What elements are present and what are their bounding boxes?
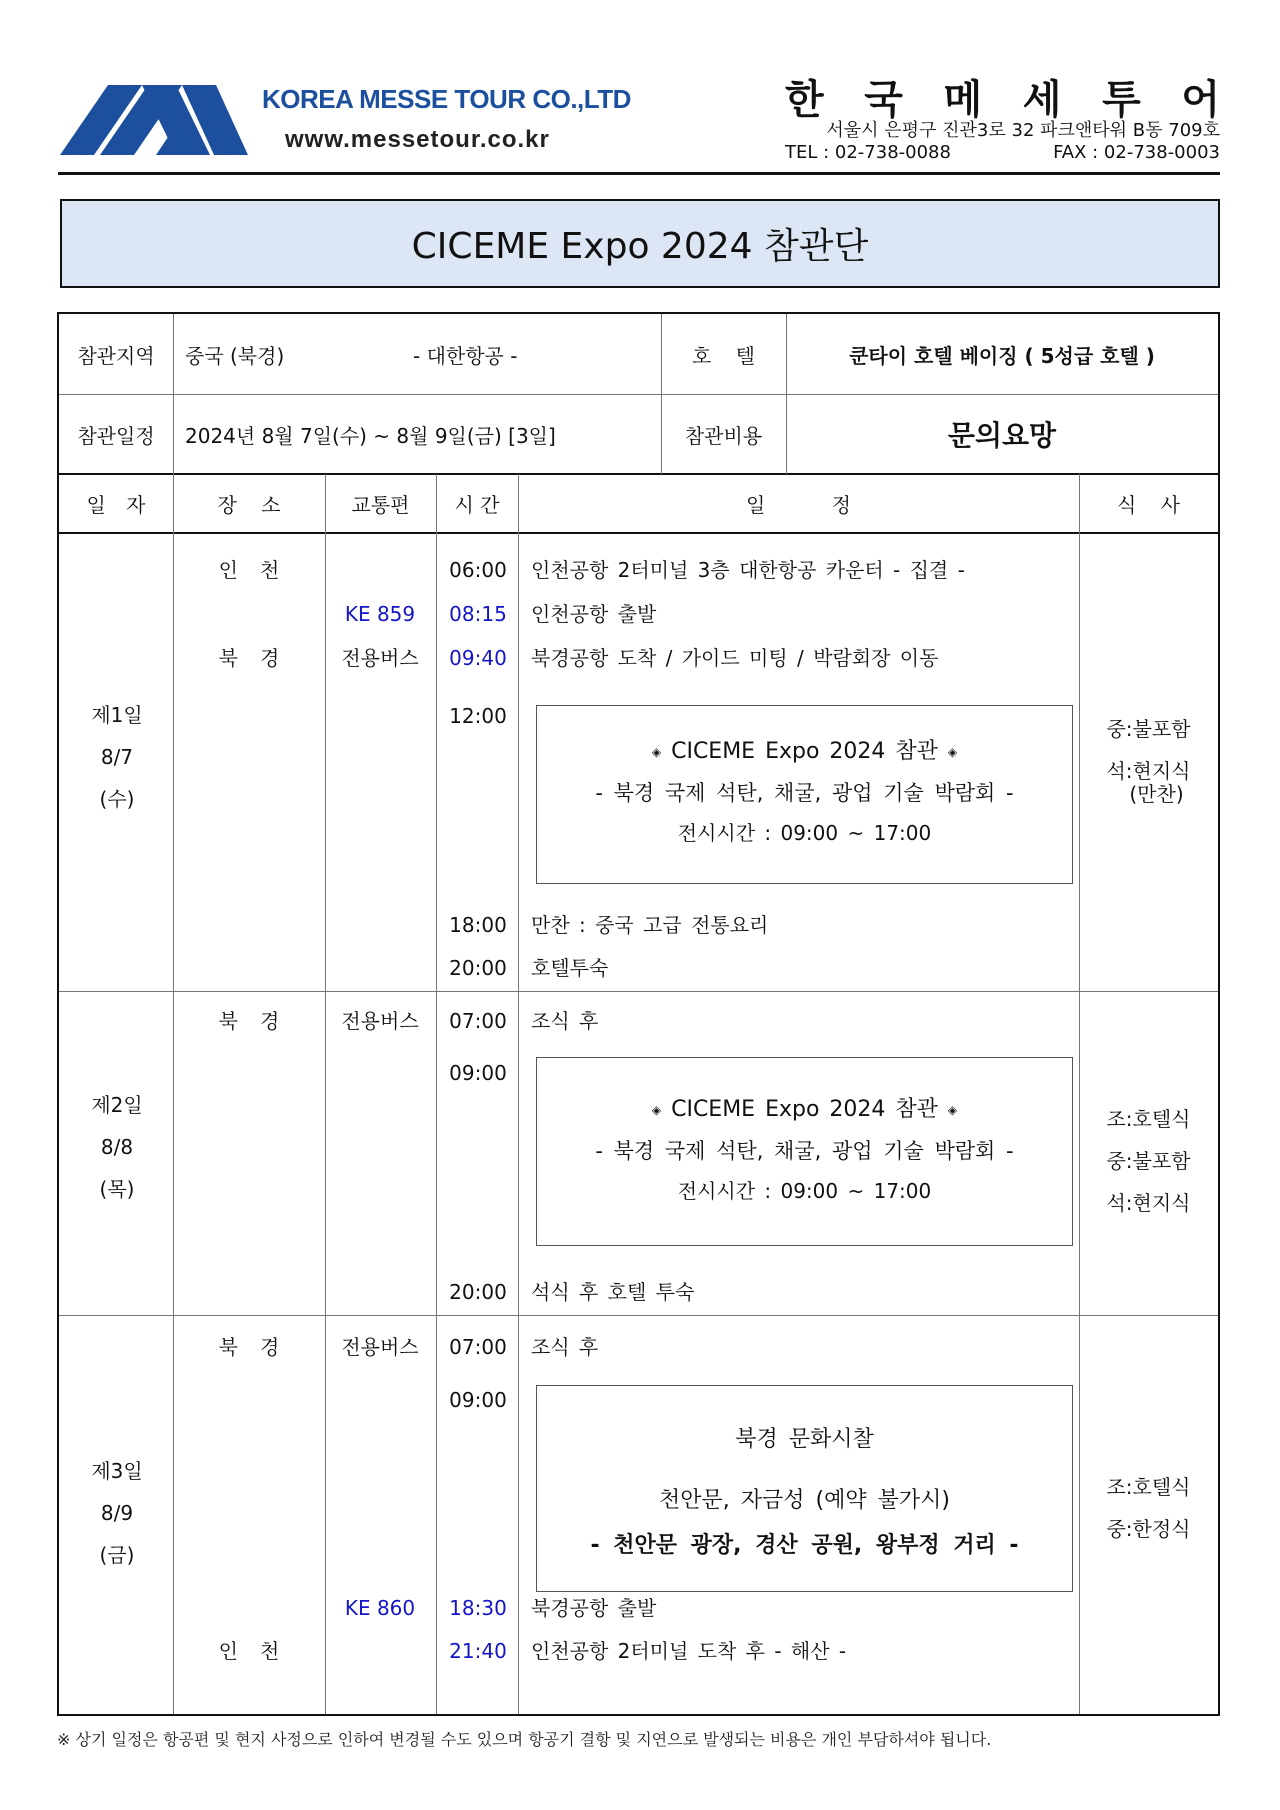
diamond-icon: ◈ [947,1103,958,1117]
day1-place-origin: 인천 [218,558,302,582]
day1-time-1800: 18:00 [449,913,507,937]
day3-tour-line3: - 천안문 광장, 경산 공원, 왕부정 거리 - [590,1533,1019,1558]
company-name-en: KOREA MESSE TOUR CO.,LTD [262,84,631,114]
cost-label: 참관비용 [684,423,763,448]
company-tel: TEL : 02-738-0088 [785,142,951,163]
company-website[interactable]: www.messetour.co.kr [285,126,550,153]
hotel-label: 호 텔 [692,343,755,368]
day1-bus: 전용버스 [341,646,419,670]
day1-time-0600: 06:00 [449,558,507,582]
header-rule [58,172,1220,175]
day2-time-0700: 07:00 [449,1009,507,1033]
col-time: 시 간 [454,492,500,517]
day3-place-origin: 북경 [218,1335,302,1359]
page-title: CICEME Expo 2024 참관단 [60,199,1220,288]
schedule-value: 2024년 8월 7일(수) ~ 8월 9일(금) [3일] [185,423,556,448]
day1-place-dest: 북경 [218,646,302,670]
day1-event-dinner: 만찬 : 중국 고급 전통요리 [531,913,769,937]
day3-event-arrive: 인천공항 2터미널 도착 후 - 해산 - [531,1639,847,1663]
day3-label: 제3일 8/9 (금) [91,1459,143,1567]
day3-flight: KE 860 [344,1596,416,1620]
day3-time-0700: 07:00 [449,1335,507,1359]
region-label: 참관지역 [77,343,155,368]
company-name-char: 국 [864,77,903,123]
day3-event-breakfast: 조식 후 [531,1335,599,1359]
day2-meals: 조:호텔식 중:불포함 석:현지식 [1106,1107,1191,1215]
day1-expo-subtitle: - 북경 국제 석탄, 채굴, 광업 기술 박람회 - [595,781,1014,805]
company-name-char: 세 [1022,77,1062,123]
day1-expo-box [536,705,1073,884]
day2-expo-hours: 전시시간 : 09:00 ~ 17:00 [677,1179,932,1203]
day3-place-dest: 인천 [218,1639,302,1663]
day1-meals: 중:불포함 석:현지식 (만찬) [1106,717,1191,806]
day1-time-0940: 09:40 [449,646,507,670]
day3-event-depart: 북경공항 출발 [531,1596,657,1620]
day2-expo-box [536,1057,1073,1246]
day2-label: 제2일 8/8 (목) [91,1093,143,1201]
col-transport: 교통편 [351,492,410,517]
footnote: ※ 상기 일정은 항공편 및 현지 사정으로 인하여 변경될 수도 있으며 항공기 결항 및 지연으로 발생되는 비용은 개인 부담하셔야 됩니다. [57,1730,992,1749]
company-name-char: 한 [785,77,824,123]
day3-time-0900: 09:00 [449,1388,507,1412]
day1-event-arrive: 북경공항 도착 / 가이드 미팅 / 박람회장 이동 [531,646,939,670]
day1-time-0815: 08:15 [449,602,507,626]
day2-bus: 전용버스 [341,1009,419,1033]
day1-flight: KE 859 [344,602,416,626]
diamond-icon: ◈ [947,745,958,759]
day1-expo-title: CICEME Expo 2024 참관 [671,739,938,764]
company-address: 서울시 은평구 진관3로 32 파크앤타워 B동 709호 [826,120,1220,141]
cost-value: 문의요망 [947,419,1057,452]
day3-time-2140: 21:40 [449,1639,507,1663]
company-logo [60,85,248,155]
day2-time-0900: 09:00 [449,1061,507,1085]
schedule-label: 참관일정 [77,423,155,448]
day1-event-depart: 인천공항 출발 [531,602,657,626]
day2-expo-subtitle: - 북경 국제 석탄, 채굴, 광업 기술 박람회 - [595,1139,1014,1163]
airline: - 대한항공 - [413,343,518,368]
company-name-char: 어 [1181,77,1220,123]
day3-tour-box [536,1385,1073,1592]
diamond-icon: ◈ [651,1103,662,1117]
company-fax: FAX : 02-738-0003 [1053,142,1220,163]
day1-event-hotel: 호텔투숙 [531,956,609,980]
col-meal: 식 사 [1117,492,1180,517]
day1-label: 제1일 8/7 (수) [91,703,143,811]
region-value: 중국 (북경) [185,343,285,368]
col-itinerary: 일 정 [746,492,851,517]
day2-event-breakfast: 조식 후 [531,1009,599,1033]
day1-event-meet: 인천공항 2터미널 3층 대한항공 카운터 - 집결 - [531,558,965,582]
day3-bus: 전용버스 [341,1335,419,1359]
day1-expo-hours: 전시시간 : 09:00 ~ 17:00 [677,821,932,845]
col-place: 장 소 [217,492,281,517]
day2-time-2000: 20:00 [449,1280,507,1304]
day2-event-hotel: 석식 후 호텔 투숙 [531,1280,695,1304]
day3-meals: 조:호텔식 중:한정식 [1106,1475,1191,1541]
day1-time-2000: 20:00 [449,956,507,980]
itinerary-table [57,312,1220,1716]
day2-place: 북경 [218,1009,302,1033]
col-date: 일 자 [86,492,146,517]
day3-tour-title: 북경 문화시찰 [735,1427,874,1452]
company-name-char: 메 [943,77,983,123]
hotel-value: 쿤타이 호텔 베이징 ( 5성급 호텔 ) [849,343,1155,368]
diamond-icon: ◈ [651,745,662,759]
day3-time-1830: 18:30 [449,1596,507,1620]
day2-expo-title: CICEME Expo 2024 참관 [671,1097,938,1122]
company-name-char: 투 [1102,77,1141,123]
day3-tour-line2: 천안문, 자금성 (예약 불가시) [659,1488,950,1513]
day1-time-1200: 12:00 [449,704,507,728]
